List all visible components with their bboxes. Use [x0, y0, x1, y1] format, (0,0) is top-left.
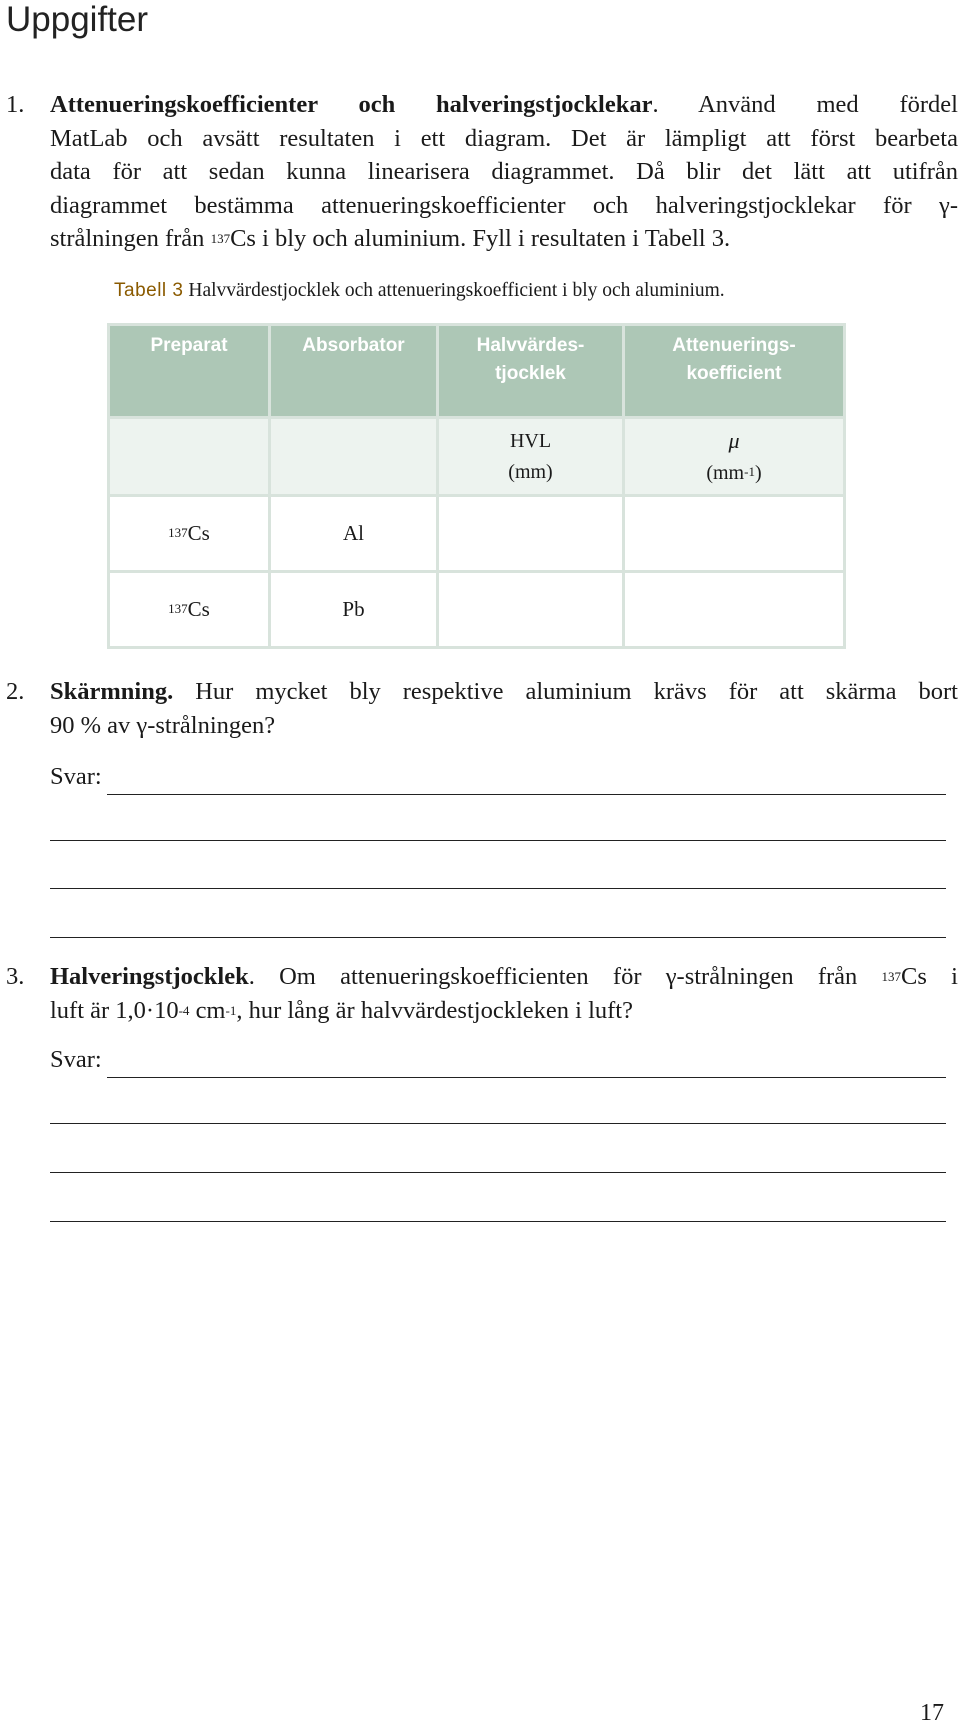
- task-1-line-5-text: strålningen från: [50, 225, 211, 252]
- isotope-mass-number: 137: [168, 525, 188, 540]
- task-2-line-2: 90 % av γ-strålningen?: [50, 711, 276, 739]
- table-header-row: [109, 325, 845, 418]
- units-cell-mu: [624, 418, 845, 496]
- answer-rule[interactable]: [50, 888, 946, 889]
- answer-rule[interactable]: [50, 937, 946, 938]
- task-3-body: [50, 960, 958, 1027]
- mu-unit-exponent: -1: [744, 463, 755, 479]
- header-preparat: Preparat: [109, 325, 270, 418]
- results-table: [107, 323, 846, 649]
- cell-preparat: [109, 496, 270, 572]
- task-1-body: [50, 88, 958, 256]
- page-title: Uppgifter: [6, 0, 149, 39]
- header-absorbator: Absorbator: [270, 325, 438, 418]
- table-row: [109, 572, 845, 648]
- exponent: -4: [178, 1002, 190, 1018]
- table-caption-text: Halvvärdestjocklek och attenueringskoefficient i bly och aluminium.: [183, 280, 725, 301]
- task-3-line-1: [50, 960, 958, 994]
- task-1-line-4: diagrammet bestämma attenueringskoefficienter och halveringstjocklekar för γ-: [50, 191, 958, 219]
- cell-mu-answer[interactable]: [624, 572, 845, 648]
- task-number: 3.: [6, 963, 25, 990]
- mu-symbol: μ: [728, 427, 740, 453]
- exponent: -1: [225, 1002, 237, 1018]
- task-1-line-1: [50, 88, 958, 122]
- task-1-lead: Attenueringskoefficienter och halveringstjocklekar: [50, 91, 653, 118]
- cell-preparat: [109, 572, 270, 648]
- task-3-line-1-text: . Om attenueringskoefficienten för γ-strålningen från: [248, 963, 882, 990]
- isotope-mass-number: 137: [168, 601, 188, 616]
- answer-line[interactable]: [50, 1046, 946, 1080]
- table-caption: [114, 280, 725, 302]
- hvl-symbol: HVL: [509, 429, 552, 452]
- cell-mu-answer[interactable]: [624, 496, 845, 572]
- task-3-line-2: [50, 994, 958, 1028]
- answer-rule[interactable]: [50, 1123, 946, 1124]
- isotope-symbol: Cs: [187, 597, 210, 621]
- header-hvl-line-2: tjocklek: [495, 363, 566, 384]
- task-number: 2.: [6, 678, 25, 705]
- task-2-lead: Skärmning.: [50, 678, 174, 705]
- task-1-line-1-text: . Använd med fördel: [652, 91, 958, 118]
- task-3-line-2-text: luft är 1,0·10: [50, 996, 179, 1024]
- answer-rule: [107, 1077, 946, 1078]
- hvl-unit: (mm): [508, 460, 553, 483]
- task-3-line-2-unit: cm: [189, 996, 226, 1024]
- cell-absorbator: Pb: [270, 572, 438, 648]
- task-3-line-1-text-end: Cs i: [901, 963, 958, 990]
- table-row: [109, 496, 845, 572]
- task-1-line-5: [50, 222, 958, 256]
- isotope-symbol: Cs: [187, 521, 210, 545]
- task-1-line-2: MatLab och avsätt resultaten i ett diagram. Det är lämpligt att först bearbeta: [50, 124, 958, 152]
- task-2-line-1: [50, 675, 958, 709]
- task-number: 1.: [6, 91, 25, 118]
- header-hvl-line-1: Halvvärdes-: [476, 335, 585, 356]
- cell-absorbator: Al: [270, 496, 438, 572]
- units-cell-hvl: [438, 418, 624, 496]
- answer-rule[interactable]: [50, 840, 946, 841]
- task-1-line-5-text-end: Cs i bly och aluminium. Fyll i resultaten i Tabell 3.: [230, 225, 731, 252]
- answer-label: Svar:: [50, 1046, 102, 1073]
- answer-rule: [107, 794, 946, 795]
- page-number: 17: [920, 1700, 944, 1726]
- task-3-line-2-text-end: , hur lång är halvvärdestjockleken i luft?: [236, 996, 633, 1024]
- header-halvvardestjocklek: [438, 325, 624, 418]
- header-attenueringskoefficient: [624, 325, 845, 418]
- task-2-line-1-text: Hur mycket bly respektive aluminium krävs för att skärma bort: [173, 678, 958, 705]
- units-cell-empty: [270, 418, 438, 496]
- answer-rule[interactable]: [50, 1221, 946, 1222]
- cell-hvl-answer[interactable]: [438, 496, 624, 572]
- answer-rule[interactable]: [50, 1172, 946, 1173]
- task-2-body: [50, 675, 958, 742]
- answer-line[interactable]: [50, 763, 946, 797]
- task-1-line-3: data för att sedan kunna linearisera diagrammet. Då blir det lätt att utifrån: [50, 158, 958, 185]
- answer-label: Svar:: [50, 763, 102, 790]
- header-att-line-1: Attenuerings-: [672, 335, 796, 356]
- table-caption-label: Tabell 3: [114, 280, 184, 301]
- isotope-mass-number: 137: [881, 969, 902, 984]
- table-units-row: [109, 418, 845, 496]
- mu-unit-close: ): [754, 461, 762, 484]
- cell-hvl-answer[interactable]: [438, 572, 624, 648]
- units-cell-empty: [109, 418, 270, 496]
- task-3-lead: Halveringstjocklek: [50, 963, 249, 990]
- isotope-mass-number: 137: [210, 231, 231, 246]
- header-att-line-2: koefficient: [686, 363, 782, 384]
- mu-unit: (mm: [706, 461, 745, 484]
